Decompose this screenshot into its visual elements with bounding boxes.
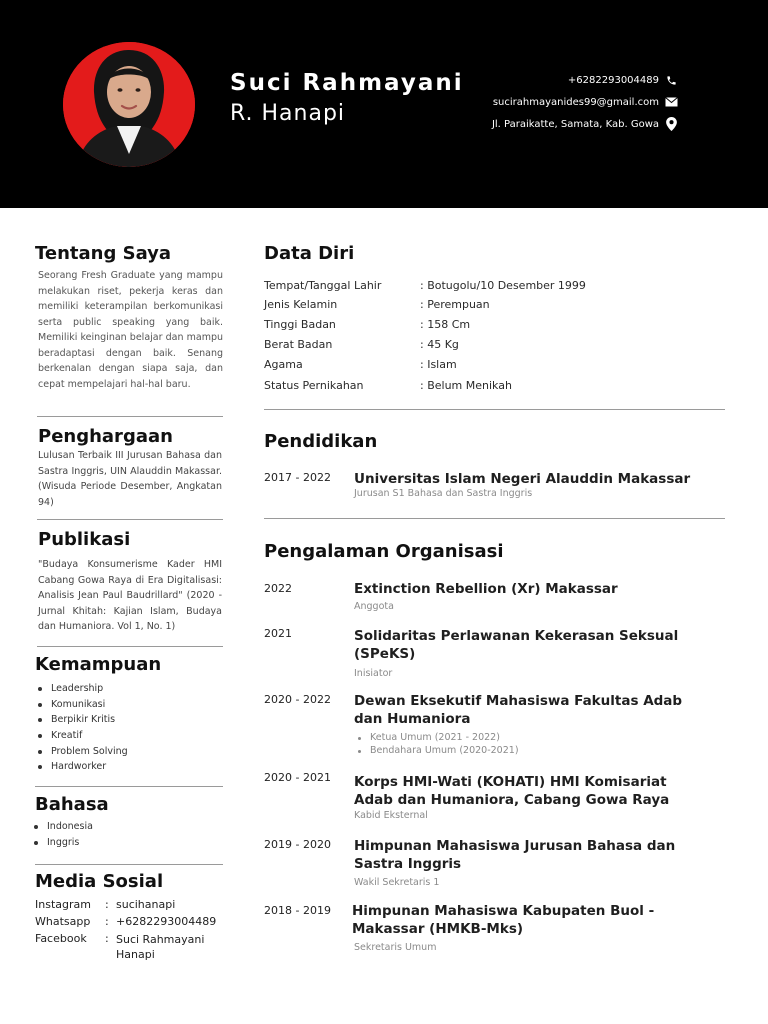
education-school: Universitas Islam Negeri Alauddin Makassar: [354, 471, 691, 487]
education-years: 2017 - 2022: [264, 471, 331, 484]
org-name: Himpunan Mahasiswa Kabupaten Buol - Makassar (HMKB-Mks): [352, 903, 655, 937]
profile-photo-illustration: [63, 42, 195, 167]
about-text: Seorang Fresh Graduate yang mampu melakukan riset, pekerja keras dan memiliki keterampilan berkomunikasi serta public speaking yang baik. Memiliki keinginan belajar dan mampu beradaptasi dengan baik. Senang berkenalan dengan siapa saja, dan cepat mempelajari hal-hal baru.: [38, 270, 223, 390]
phone-icon: [665, 74, 678, 87]
about-title: Tentang Saya: [35, 243, 172, 264]
skills-title: Kemampuan: [35, 654, 162, 675]
social-label: Facebook: [35, 932, 87, 945]
personal-label: Agama: [264, 358, 303, 371]
contact-phone: [568, 72, 678, 88]
list-item: Kreatif: [35, 728, 128, 744]
personal-label: Status Pernikahan: [264, 379, 364, 392]
list-item: Indonesia: [31, 819, 93, 835]
org-years: 2020 - 2022: [264, 693, 331, 706]
org-name: Extinction Rebellion (Xr) Makassar: [354, 581, 618, 597]
org-years: 2020 - 2021: [264, 771, 331, 784]
org-name: Himpunan Mahasiswa Jurusan Bahasa dan Sastra Inggris: [354, 838, 676, 872]
personal-title: Data Diri: [264, 243, 355, 264]
org-years: 2019 - 2020: [264, 838, 331, 851]
resume-header: [0, 0, 768, 208]
address-text: Jl. Paraikatte, Samata, Kab. Gowa: [491, 118, 659, 130]
skills-list: [35, 681, 128, 775]
education-title: Pendidikan: [264, 431, 378, 452]
personal-label: Berat Badan: [264, 338, 333, 351]
org-name: Solidaritas Perlawanan Kekerasan Seksual (SPeKS): [354, 628, 679, 662]
org-role: Sekretaris Umum: [354, 942, 437, 953]
name-last: R. Hanapi: [230, 101, 346, 126]
location-pin-icon: [665, 118, 678, 131]
languages-list: [31, 819, 93, 850]
divider: [37, 646, 223, 647]
org-role: Inisiator: [354, 668, 393, 679]
personal-value: : Perempuan: [420, 298, 490, 311]
org-years: 2021: [264, 627, 292, 640]
org-role: Anggota: [354, 601, 394, 612]
social-whatsapp: [35, 915, 216, 928]
list-item: Leadership: [35, 681, 128, 697]
social-instagram: [35, 898, 175, 911]
social-sep: :: [105, 932, 109, 945]
org-name: Korps HMI-Wati (KOHATI) HMI Komisariat Adab dan Humaniora, Cabang Gowa Raya: [354, 774, 670, 808]
divider: [35, 864, 223, 865]
list-item: Problem Solving: [35, 744, 128, 760]
personal-row: [264, 298, 490, 311]
personal-label: Jenis Kelamin: [264, 298, 338, 311]
profile-photo: [63, 42, 195, 167]
personal-value: : Belum Menikah: [420, 379, 512, 392]
list-item: Hardworker: [35, 759, 128, 775]
divider: [35, 786, 223, 787]
org-roles-list: [356, 732, 519, 757]
personal-value: : Islam: [420, 358, 457, 371]
divider: [264, 518, 725, 519]
list-item: Inggris: [31, 835, 93, 851]
list-item: Komunikasi: [35, 697, 128, 713]
social-value: sucihanapi: [116, 898, 176, 911]
list-item: Berpikir Kritis: [35, 712, 128, 728]
personal-label: Tinggi Badan: [264, 318, 336, 331]
social-sep: :: [105, 915, 109, 928]
awards-title: Penghargaan: [38, 426, 173, 447]
personal-label: Tempat/Tanggal Lahir: [264, 279, 382, 292]
organizations-title: Pengalaman Organisasi: [264, 541, 504, 562]
personal-row: [264, 338, 459, 351]
personal-row: [264, 279, 586, 292]
publications-text: "Budaya Konsumerisme Kader HMI Cabang Gowa Raya di Era Digitalisasi: Analisis Jean Paul Baudrillard" (2020 - Jurnal Khitah: Kajian Islam, Budaya dan Humaniora. Vol 1, No. 1): [38, 559, 222, 632]
education-major: Jurusan S1 Bahasa dan Sastra Inggris: [354, 488, 533, 499]
email-text: sucirahmayanides99@gmail.com: [492, 96, 659, 108]
org-name: Dewan Eksekutif Mahasiswa Fakultas Adab dan Humaniora: [354, 693, 683, 727]
list-item: Ketua Umum (2021 - 2022): [356, 732, 519, 745]
divider: [37, 416, 223, 417]
personal-row: [264, 358, 457, 371]
social-value: Suci Rahmayani Hanapi: [116, 933, 205, 961]
phone-text: +6282293004489: [567, 74, 659, 86]
social-facebook: [35, 932, 226, 962]
contact-email: [493, 94, 678, 110]
divider: [264, 409, 725, 410]
languages-title: Bahasa: [35, 794, 109, 815]
org-role: Kabid Eksternal: [354, 810, 428, 821]
personal-value: : 158 Cm: [420, 318, 471, 331]
social-sep: :: [105, 898, 109, 911]
org-years: 2018 - 2019: [264, 904, 331, 917]
personal-value: : Botugolu/10 Desember 1999: [420, 279, 586, 292]
social-title: Media Sosial: [35, 871, 164, 892]
org-role: Wakil Sekretaris 1: [354, 877, 440, 888]
name-first: Suci Rahmayani: [230, 70, 464, 96]
org-years: 2022: [264, 582, 292, 595]
personal-row: [264, 379, 512, 392]
social-label: Whatsapp: [35, 915, 91, 928]
awards-text: Lulusan Terbaik III Jurusan Bahasa dan Sastra Inggris, UIN Alauddin Makassar. (Wisuda Periode Desember, Angkatan 94): [38, 450, 222, 508]
divider: [37, 519, 223, 520]
social-value: +6282293004489: [116, 915, 217, 928]
personal-value: : 45 Kg: [420, 338, 459, 351]
personal-row: [264, 318, 470, 331]
list-item: Bendahara Umum (2020-2021): [356, 745, 519, 758]
social-label: Instagram: [35, 898, 91, 911]
publications-title: Publikasi: [38, 529, 131, 550]
contact-address: [492, 116, 678, 132]
envelope-icon: [665, 96, 678, 109]
